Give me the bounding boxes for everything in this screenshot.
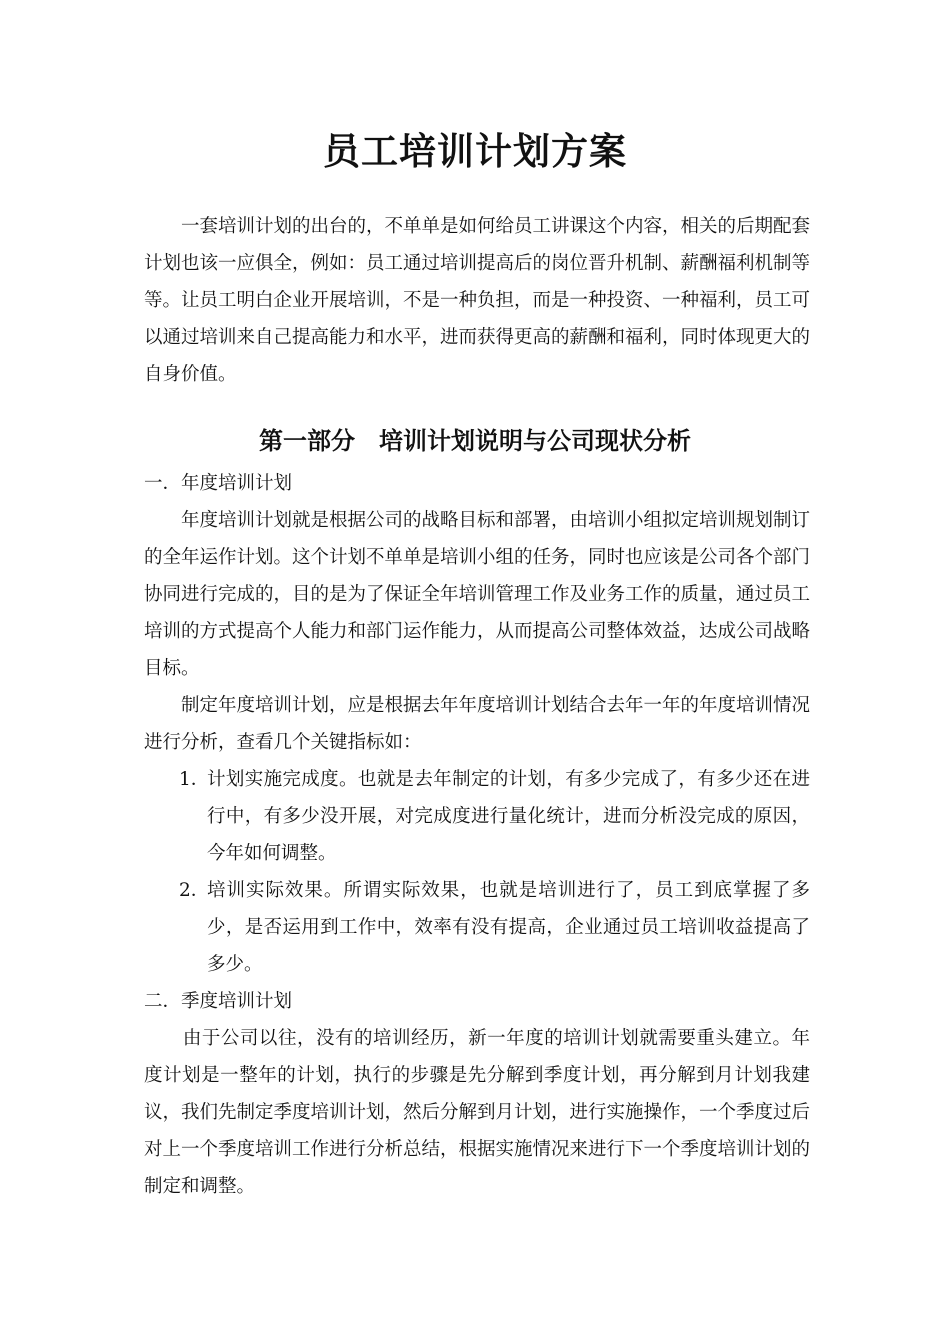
indicator-list-2 [144, 872, 810, 983]
list-item-number: 1． [179, 769, 210, 790]
part1-title: 第一部分 培训计划说明与公司现状分析 [259, 426, 691, 455]
list-item-text: 培训实际效果。所谓实际效果，也就是培训进行了，员工到底掌握了多少，是否运用到工作中，效率有没有提高，企业通过员工培训收益提高了多少。 [207, 880, 810, 975]
section1-paragraph-2: 制定年度培训计划，应是根据去年年度培训计划结合去年一年的年度培训情况进行分析，查看几个关键指标如： [144, 695, 811, 753]
section2-paragraph-1: 由于公司以往，没有的培训经历，新一年度的培训计划就需要重头建立。年度计划是一整年的计划，执行的步骤是先分解到季度计划，再分解到月计划我建议，我们先制定季度培训计划，然后分解到月计划，进行实施操作，一个季度过后对上一个季度培训工作进行分析总结，根据实施情况来进行下一个季度培训计划的制定和调整。 [144, 1028, 811, 1197]
list-item-number: 2． [179, 880, 210, 901]
list-item [144, 761, 810, 872]
document-title: 员工培训计划方案 [323, 129, 627, 173]
intro-paragraph: 一套培训计划的出台的，不单单是如何给员工讲课这个内容，相关的后期配套计划也该一应俱全，例如：员工通过培训提高后的岗位晋升机制、薪酬福利机制等等。让员工明白企业开展培训，不是一种负担，而是一种投资、一种福利，员工可以通过培训来自己提高能力和水平，进而获得更高的薪酬和福利，同时体现更大的自身价值。 [144, 216, 811, 385]
indicator-list-1 [144, 761, 810, 872]
section2-heading: 二．季度培训计划 [144, 991, 293, 1012]
section1-paragraph-1: 年度培训计划就是根据公司的战略目标和部署，由培训小组拟定培训规划制订的全年运作计划。这个计划不单单是培训小组的任务，同时也应该是公司各个部门协同进行完成的，目的是为了保证全年培训管理工作及业务工作的质量，通过员工培训的方式提高个人能力和部门运作能力，从而提高公司整体效益，达成公司战略目标。 [144, 510, 811, 679]
list-item [144, 872, 810, 983]
list-item-text: 计划实施完成度。也就是去年制定的计划，有多少完成了，有多少还在进行中，有多少没开展，对完成度进行量化统计，进而分析没完成的原因，今年如何调整。 [207, 769, 810, 864]
section1-heading: 一．年度培训计划 [144, 473, 293, 494]
